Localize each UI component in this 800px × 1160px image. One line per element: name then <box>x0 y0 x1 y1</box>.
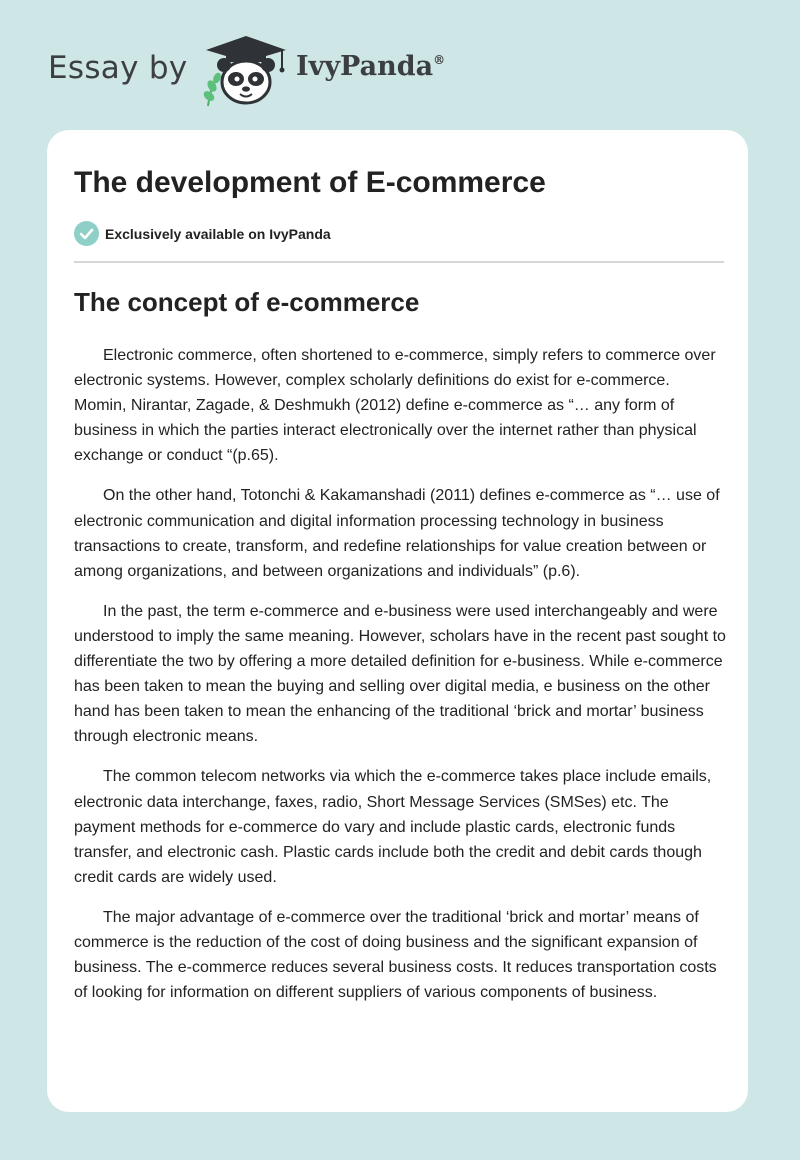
check-icon <box>74 221 99 246</box>
paragraph: Electronic commerce, often shortened to e-commerce, simply refers to commerce over electronic systems. However, complex scholarly definitions do exist for e-commerce. Momin, Nirantar, Zagade, & Deshmukh (2012) define e-commerce as “… any form of business in which the parties interact electronically over the internet rather than physical exchange or conduct “(p.65). <box>74 347 716 465</box>
essay-card <box>47 130 748 1112</box>
panda-graduate-logo-icon[interactable] <box>200 34 292 110</box>
exclusive-label: Exclusively available on IvyPanda <box>105 225 331 242</box>
essay-by-label: Essay by <box>48 50 188 86</box>
page-title: The development of E-commerce <box>74 166 546 199</box>
divider <box>74 261 724 263</box>
brand-name-text: IvyPanda <box>296 51 434 82</box>
paragraph: On the other hand, Totonchi & Kakamanshadi (2011) defines e-commerce as “… use of electronic communication and digital information processing technology in business transactions to create, transform, and redefine relationships for value creation between or among organizations, and between organizations and individuals” (p.6). <box>74 487 720 580</box>
paragraph: The major advantage of e-commerce over the traditional ‘brick and mortar’ means of commerce is the reduction of the cost of doing business and the significant expansion of business. The e-commerce reduces several business costs. It reduces transportation costs of looking for information on different suppliers of various components of business. <box>74 908 717 1002</box>
site-header <box>0 0 800 130</box>
registered-mark: ® <box>433 53 446 67</box>
section-heading: The concept of e-commerce <box>74 287 420 317</box>
essay-body <box>74 343 726 1020</box>
paragraph: In the past, the term e-commerce and e-business were used interchangeably and were understood to imply the same meaning. However, scholars have in the recent past sought to differentiate the two by offering a more detailed definition for e-business. While e-commerce has been taken to mean the buying and selling over digital media, e business on the other hand has been taken to mean the enhancing of the traditional ‘brick and mortar’ business through electronic means. <box>74 602 726 746</box>
exclusive-badge <box>74 221 331 246</box>
brand-name[interactable] <box>296 51 445 82</box>
paragraph: The common telecom networks via which the e-commerce takes place include emails, electronic data interchange, faxes, radio, Short Message Services (SMSes) etc. The payment methods for e-commerce do vary and include plastic cards, electronic funds transfer, and electronic cash. Plastic cards include both the credit and debit cards though credit cards are widely used. <box>74 768 712 886</box>
